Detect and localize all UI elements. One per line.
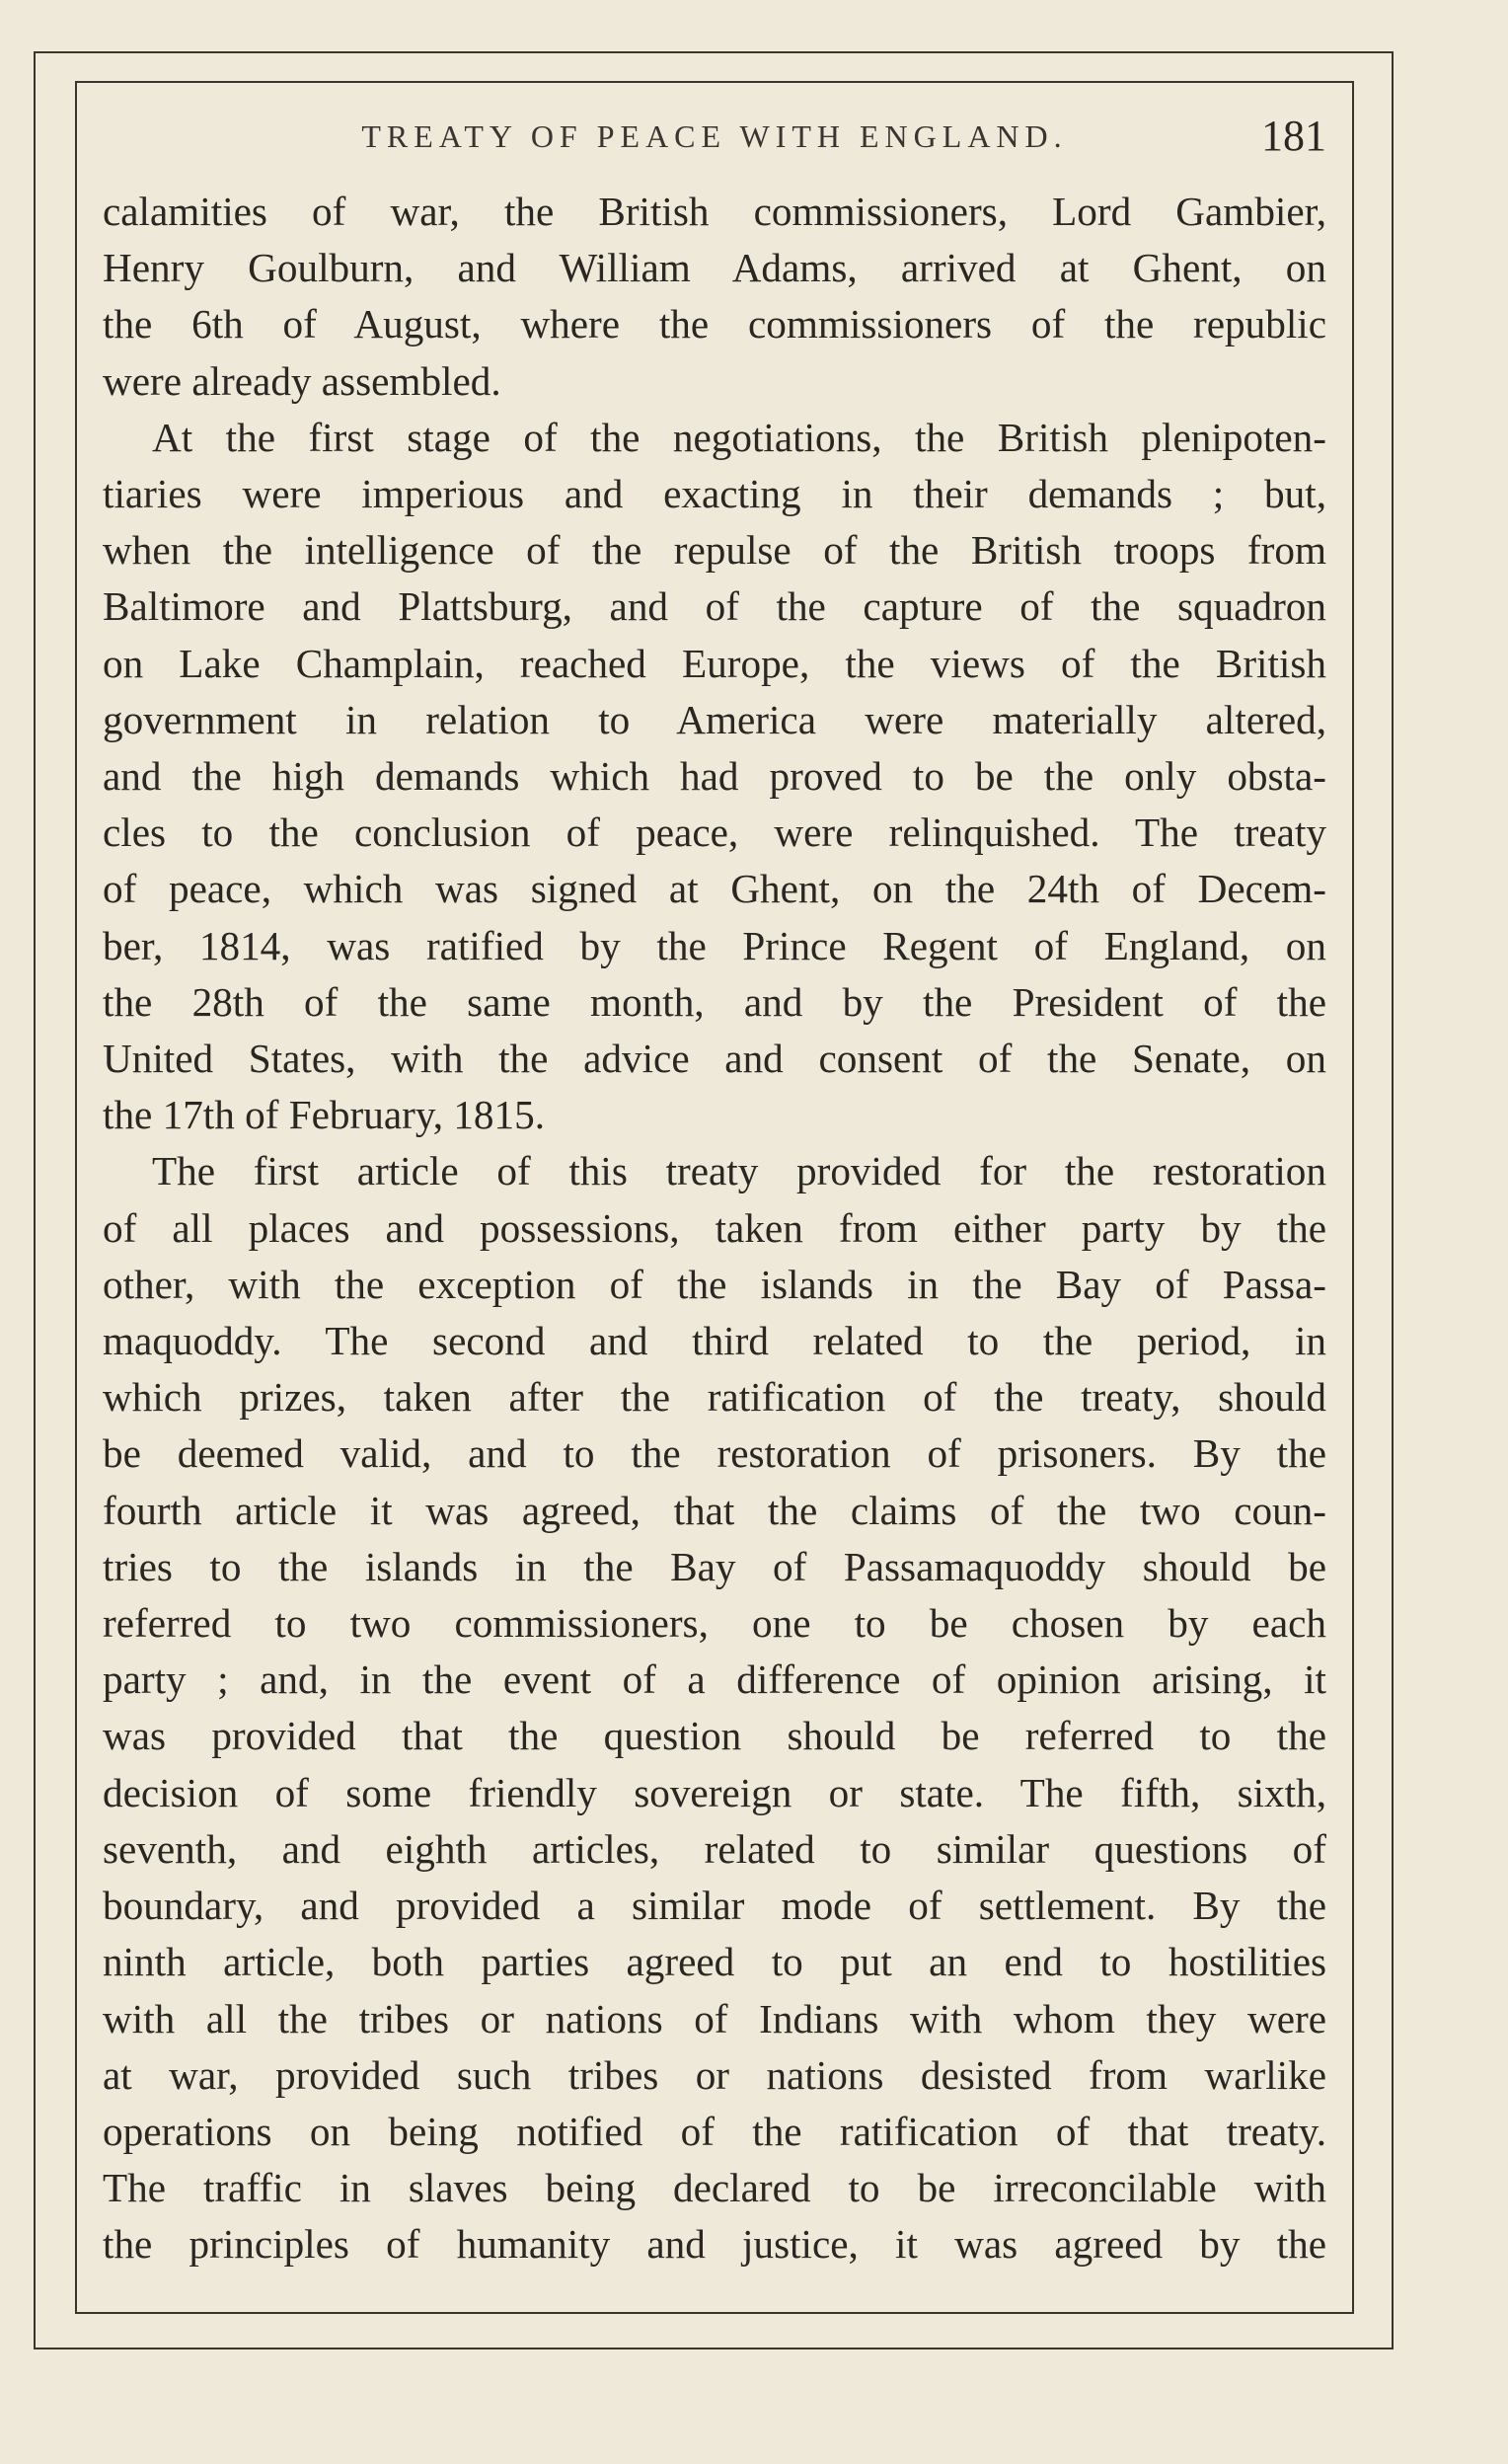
text-line: The first article of this treaty provided for the restoration — [152, 1148, 1326, 1194]
text-line: United States, with the advice and consent of the Senate, on — [103, 1036, 1326, 1082]
text-line: other, with the exception of the islands in the Bay of Passa- — [103, 1261, 1326, 1307]
text-line: at war, provided such tribes or nations desisted from warlike — [103, 2051, 1326, 2098]
outer-border-right — [1392, 51, 1394, 2349]
outer-border-bottom — [34, 2348, 1394, 2349]
text-line: on Lake Champlain, reached Europe, the views of the British — [103, 640, 1326, 686]
text-line: tries to the islands in the Bay of Passamaquoddy should be — [103, 1543, 1326, 1589]
body-text — [103, 184, 1326, 2273]
text-line: and the high demands which had proved to be the only obsta- — [103, 753, 1326, 800]
inner-border-left — [75, 81, 77, 2314]
text-line: when the intelligence of the repulse of the British troops from — [103, 527, 1326, 574]
text-line: the 6th of August, where the commissioners of the republic — [103, 301, 1326, 347]
text-line: tiaries were imperious and exacting in their demands ; but, — [103, 471, 1326, 517]
text-line: which prizes, taken after the ratification of the treaty, should — [103, 1374, 1326, 1421]
text-line: were already assembled. — [103, 357, 501, 404]
inner-border-bottom — [75, 2312, 1354, 2314]
text-line: of peace, which was signed at Ghent, on the 24th of Decem- — [103, 866, 1326, 912]
text-line: fourth article it was agreed, that the claims of the two coun- — [103, 1487, 1326, 1533]
text-line: the 17th of February, 1815. — [103, 1092, 546, 1138]
text-line: government in relation to America were materially altered, — [103, 696, 1326, 742]
inner-border-right — [1352, 81, 1354, 2314]
text-line: referred to two commissioners, one to be chosen by each — [103, 1600, 1326, 1647]
text-line: with all the tribes or nations of Indians with whom they were — [103, 1995, 1326, 2041]
text-line: Henry Goulburn, and William Adams, arrived at Ghent, on — [103, 245, 1326, 291]
text-line: boundary, and provided a similar mode of settlement. By the — [103, 1883, 1326, 1929]
text-line: ninth article, both parties agreed to put an end to hostilities — [103, 1939, 1326, 1985]
text-line: At the first stage of the negotiations, the British plenipoten- — [152, 414, 1326, 460]
text-line: operations on being notified of the ratification of that treaty. — [103, 2108, 1326, 2154]
inner-border-top — [75, 81, 1352, 83]
book-page — [103, 99, 1326, 2300]
text-line: Baltimore and Plattsburg, and of the capture of the squadron — [103, 583, 1326, 630]
outer-border-top — [34, 51, 1394, 53]
text-line: decision of some friendly sovereign or state. The fifth, sixth, — [103, 1769, 1326, 1815]
outer-border-left — [34, 51, 36, 2349]
text-line: the 28th of the same month, and by the President of the — [103, 978, 1326, 1025]
text-line: The traffic in slaves being declared to be irreconcilable with — [103, 2165, 1326, 2211]
running-head-title: TREATY OF PEACE WITH ENGLAND. — [361, 118, 1068, 154]
text-line: ber, 1814, was ratified by the Prince Regent of England, on — [103, 922, 1326, 968]
text-line: cles to the conclusion of peace, were relinquished. The treaty — [103, 809, 1326, 856]
page-number: 181 — [1261, 112, 1326, 160]
text-line: seventh, and eighth articles, related to similar questions of — [103, 1825, 1326, 1872]
text-line: calamities of war, the British commissioners, Lord Gambier, — [103, 189, 1326, 234]
text-line: was provided that the question should be referred to the — [103, 1713, 1326, 1759]
text-line: maquoddy. The second and third related to the period, in — [103, 1318, 1326, 1364]
text-line: the principles of humanity and justice, it was agreed by the — [103, 2221, 1326, 2268]
text-line: party ; and, in the event of a difference of opinion arising, it — [103, 1656, 1326, 1703]
running-head — [103, 109, 1326, 178]
text-line: of all places and possessions, taken from either party by the — [103, 1204, 1326, 1251]
text-line: be deemed valid, and to the restoration of prisoners. By the — [103, 1430, 1326, 1477]
